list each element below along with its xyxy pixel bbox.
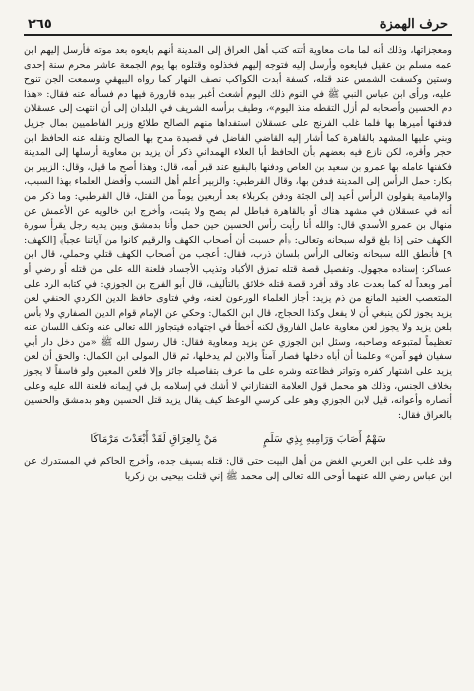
verse-hemistich-right: سَهْمٌ أَصَابَ وَرَامِيهِ بِذِي سَلَمٍ (263, 433, 386, 446)
verse-hemistich-left: مَنْ بِالعِرَاقِ لَقَدْ أَبْعَدْتَ مَرْمَاكَا (90, 433, 218, 446)
paragraph: ومعجزاتها، وذلك أنه لما مات معاوية أتته كتب أهل العراق إلى المدينة أنهم بايعوه بعد موته فأرسل إليهم ابن عمه مسلم بن عقيل فبايعوه وأرسل إليه فتوجه إليهم فخذلوه وقتلوه بها يوم الجمعة عاشر محرم سنة إحدى وستين وكسفت الشمس عند قتله، كسفة أبدت الكواكب نصف النهار كما رواه البيهقي وسمعت الجن تنوح عليه، ورأى ابن عباس النبي ﷺ في النوم ذلك اليوم أشعث أغبر بيده قارورة فيها دم فسأله عنه فقال: «هذا دم الحسين وأصحابه لم أزل التقطه منذ اليوم»، وطيف برأسه الشريف في البلدان إلى أن انتهت إلى عسقلان فدفنها أميرها بها فلما غلب الفرنج على عسقلان استفداها منهم الصالح طلائع وزير الفاطميين بمال جزيل وبني عليها المشهد بالقاهرة كما أشار إليه القاضي الفاضل في قصيدة مدح بها الصالح ونقله عنه الحافظ ابن حجر وأقره، لكن نازع فيه بعضهم بأن الحافظ أبا العلاء الهمداني ذكر أن يزيد بن معاوية أرسلها إلى المدينة فكفنها عامله بها عمرو بن سعيد بن العاص ودفنها بالبقيع عند قبر أمه، قال: وهذا أصح ما قيل، وقال: الزبير بن بكار: حمل الرأس إلى المدينة فدفن بها، وقال القرطبي: والزبير أعلم أهل النسب وأفضل العلماء بهذا السبب، والإمامية يقولون الرأس أعيد إلى الجثة ودفن بكربلاء بعد أربعين يوماً من القتل، قال القرطبي: وما ذكر من أنه في عسقلان في مشهد هناك أو بالقاهرة فباطل لم يصح ولا يثبت، وأخرج ابن خالويه عن الأعمش عن منهال بن عمرو الأسدي قال: والله أنا رأيت رأس الحسين حين حمل وأنا بدمشق وبين يديه رجل يقرأ سورة الكهف حتى إذا بلغ قوله سبحانه وتعالى: ﴿أم حسبت أن أصحاب الكهف والرقيم كانوا من آياتنا عجباً﴾ [الكهف: ٩] فأنطق الله سبحانه وتعالى الرأس بلسان ذرب، فقال: أعجب من أصحاب الكهف قتلي وحملي، قال ابن عساكر: إسناده مجهول. وتفصيل قصة قتله تمزق الأكباد وتذيب الأجساد فلعنة الله على من قتله أو رضي أو أمر وبعداً له كما بعدت عاد وقد أفرد قصة قتله خلائق بالتأليف، قال أبو الفرج بن الجوزي: في كتابه الرد على المتعصب العنيد المانع من ذم يزيد: أجاز العلماء الورعون لعنه، وفي فتاوى حافظ الدين الكردي الحنفي لعن يزيد يجوز لكن ينبغي أن لا يفعل وكذا الحجاج، قال ابن الكمال: وحكي عن الإمام قوام الدين الصفاري ولا بأس بلعن يزيد ولا يجوز لعن معاوية عامل الفاروق لكنه أخطأ في اجتهاده فيتجاوز الله تعالى عنه وتكف اللسان عنه تعظيماً لمتبوعه وصاحبه، وسئل ابن الجوزي عن يزيد ومعاوية فقال: قال رسول الله ﷺ «من دخل دار أبي سفيان فهو آمن» وعلمنا أن أباه دخلها فصار آمناً والابن لم يدخلها، ثم قال المولى ابن الكمال: والحق أن لعن يزيد على اشتهار كفره وتواتر فظاعته وشره على ما عرف بتفاصيله جائز وإلا فلعن المعين ولو فاسقاً لا يجوز بخلاف الجنس، وذلك هو محمل قول العلامة التفتازاني لا أشك في إسلامه بل في إيمانه فلعنة الله عليه وعلى أنصاره وأعوانه، قيل لابن الجوزي وهو على كرسي الوعظ كيف يقال يزيد قتل الحسين وهو بدمشق والحسين بالعراق فقال: (24, 45, 452, 421)
closing-text: وقد غلب على ابن العربي الغض من أهل البيت حتى قال: قتله بسيف جده، وأخرج الحاكم في المستدرك عن ابن عباس رضي الله عنهما أوحى الله تعالى إلى محمد ﷺ إني قتلت بيحيى بن زكريا (24, 456, 452, 483)
main-text (24, 44, 452, 423)
poetry-verse (24, 431, 452, 447)
running-title: حرف الهمزة (379, 17, 448, 32)
page-header (24, 8, 452, 36)
page-number: ٢٦٥ (28, 17, 52, 32)
